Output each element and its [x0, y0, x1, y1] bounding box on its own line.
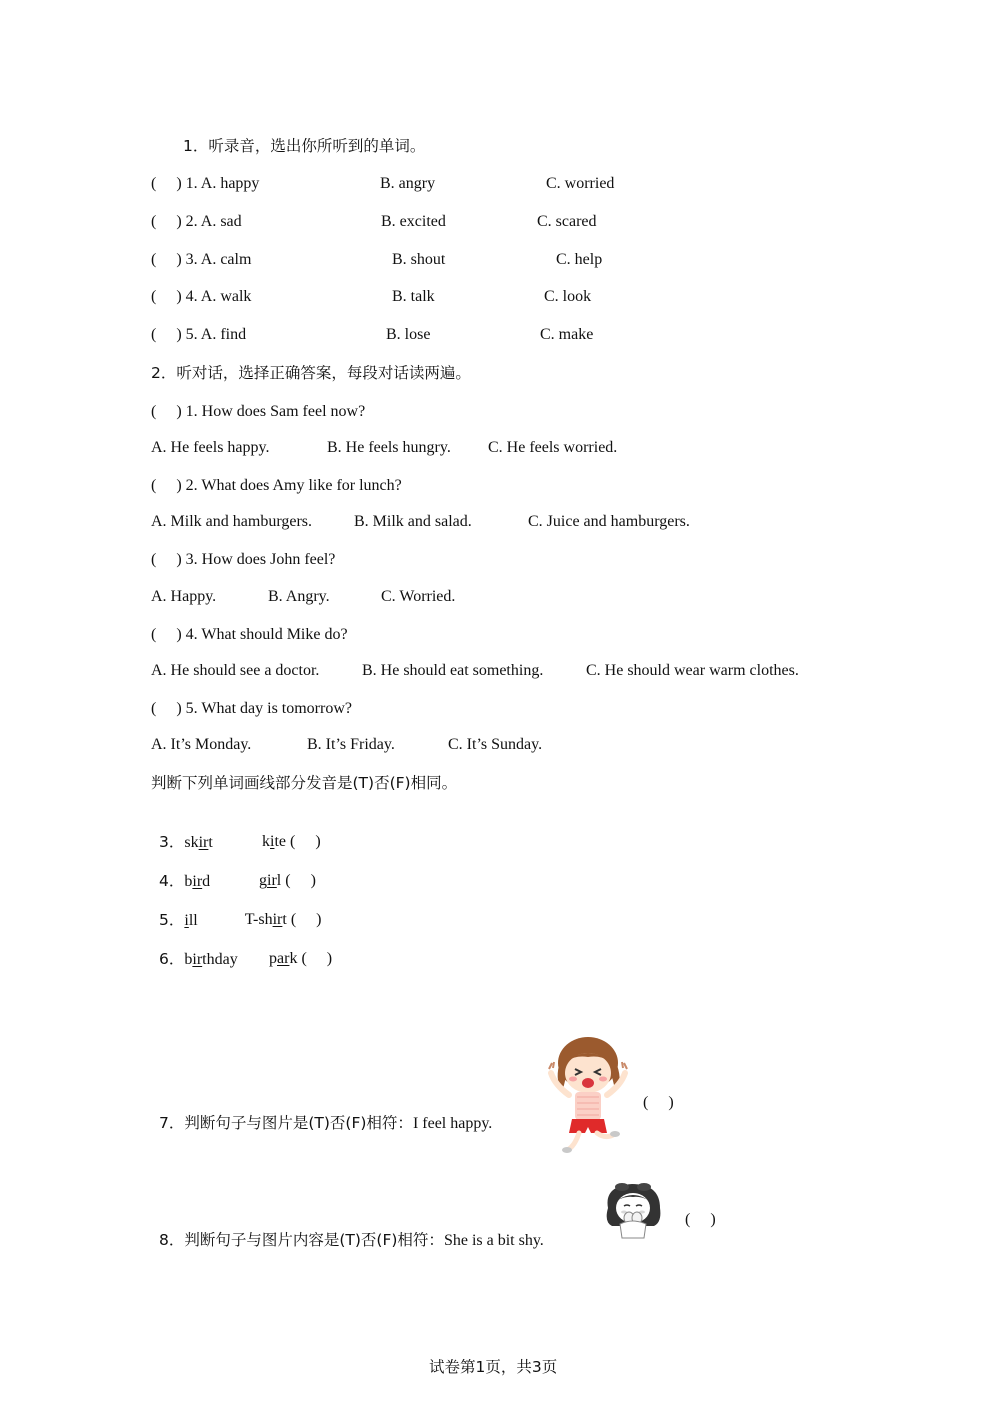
s3-q3-answer-blank[interactable]: ( )	[286, 833, 321, 850]
s3-q4-answer-blank[interactable]: ( )	[281, 872, 316, 889]
s3-q3-w1-pre: sk	[184, 834, 199, 851]
s2-q2-c: C. Juice and hamburgers.	[528, 513, 690, 530]
s3-q3	[151, 812, 213, 853]
s2-q4-a: A. He should see a doctor.	[151, 662, 320, 679]
s3-q4-num: 4．	[159, 872, 185, 890]
s2-q2-a: A. Milk and hamburgers.	[151, 513, 313, 530]
s3-q4-w1-post: d	[202, 873, 211, 890]
s2-q1: ( ) 1. How does Sam feel now?	[151, 403, 366, 420]
s3-q5-answer-blank[interactable]: ( )	[286, 911, 322, 928]
section2-header: 2．听对话，选择正确答案，每段对话读两遍。	[151, 364, 471, 382]
s3-q5-word2	[237, 890, 321, 930]
s3-q3-num: 3．	[159, 833, 185, 851]
s2-q5-a: A. It’s Monday.	[151, 736, 252, 753]
s2-q3: ( ) 3. How does John feel?	[151, 551, 336, 568]
s3-q6-w2-pre: p	[269, 950, 277, 967]
q8-sentence: She is a bit shy.	[443, 1232, 544, 1249]
s1-item4: ( ) 4. A. walk	[151, 288, 252, 305]
s3-q5-w2-underlined: ir	[272, 911, 283, 928]
s3-q6-w2-underlined: ar	[277, 950, 290, 967]
s1-item1-b: B. angry	[380, 175, 436, 192]
section1-header: 1．听录音，选出你所听到的单词。	[183, 137, 426, 155]
s3-q5-w1-post: ll	[188, 912, 198, 929]
s1-item3-c: C. help	[556, 251, 603, 268]
s1-item5: ( ) 5. A. find	[151, 326, 247, 343]
s2-q5-c: C. It’s Sunday.	[448, 736, 543, 753]
s1-item5-b: B. lose	[386, 326, 431, 343]
page-footer: 试卷第1页，共3页	[429, 1358, 558, 1376]
q7-line	[151, 1093, 492, 1134]
s2-q5: ( ) 5. What day is tomorrow?	[151, 700, 352, 717]
s3-q4-w1-underlined: ir	[192, 873, 203, 890]
q8-label: 8．判断句子与图片内容是(T)否(F)相符：	[159, 1231, 444, 1249]
q8-answer-blank[interactable]: ( )	[685, 1211, 716, 1228]
s2-q2-b: B. Milk and salad.	[354, 513, 472, 530]
s3-q4-w1-pre: b	[184, 873, 193, 890]
s1-item2-b: B. excited	[381, 213, 446, 230]
s1-item2-c: C. scared	[537, 213, 597, 230]
q8-line	[151, 1210, 544, 1251]
s3-q5	[151, 890, 198, 931]
s3-q3-w2-pre: k	[262, 833, 270, 850]
s2-q3-a: A. Happy.	[151, 588, 217, 605]
s2-q2: ( ) 2. What does Amy like for lunch?	[151, 477, 402, 494]
s3-q3-w1-post: t	[208, 834, 213, 851]
s1-item3: ( ) 3. A. calm	[151, 251, 252, 268]
s3-q3-w1-underlined: ir	[198, 834, 209, 851]
s1-item4-b: B. talk	[392, 288, 435, 305]
s3-q5-num: 5．	[159, 911, 185, 929]
s3-q6-w1-post: thday	[202, 951, 238, 968]
s1-item4-c: C. look	[544, 288, 592, 305]
s3-q6-w2-post: k	[289, 950, 298, 967]
shy-girl-illustration	[598, 1178, 668, 1240]
happy-girl-illustration	[545, 1035, 635, 1155]
s2-q1-b: B. He feels hungry.	[327, 439, 451, 456]
s1-item1-c: C. worried	[546, 175, 615, 192]
s1-item5-c: C. make	[540, 326, 594, 343]
s3-q6-num: 6．	[159, 950, 185, 968]
section3-header: 判断下列单词画线部分发音是(T)否(F)相同。	[151, 774, 458, 792]
s3-q3-w2-underlined: i	[270, 833, 275, 850]
s3-q5-w1-underlined: i	[184, 912, 189, 929]
s3-q4-w2-post: l	[276, 872, 282, 889]
s2-q5-b: B. It’s Friday.	[307, 736, 395, 753]
s1-item3-b: B. shout	[392, 251, 446, 268]
s2-q3-b: B. Angry.	[268, 588, 330, 605]
s2-q3-c: C. Worried.	[381, 588, 456, 605]
s3-q3-w2-post: te	[274, 833, 286, 850]
s2-q4: ( ) 4. What should Mike do?	[151, 626, 348, 643]
s3-q6-w1-pre: b	[184, 951, 193, 968]
s3-q4-w2-underlined: ir	[267, 872, 277, 889]
s1-item1: ( ) 1. A. happy	[151, 175, 260, 192]
s2-q4-c: C. He should wear warm clothes.	[586, 662, 799, 679]
s3-q5-w2-pre: T-sh	[244, 911, 273, 928]
s3-q6	[151, 929, 238, 970]
s3-q6-word2	[261, 929, 332, 969]
q7-sentence: I feel happy.	[412, 1115, 493, 1132]
s3-q4-word2	[251, 851, 316, 891]
s3-q4-w2-pre: g	[259, 872, 267, 889]
q7-answer-blank[interactable]: ( )	[643, 1094, 674, 1111]
q7-label: 7．判断句子与图片是(T)否(F)相符：	[159, 1114, 413, 1132]
s3-q4	[151, 851, 210, 892]
s1-item2: ( ) 2. A. sad	[151, 213, 242, 230]
s3-q6-w1-underlined: ir	[192, 951, 203, 968]
s3-q6-answer-blank[interactable]: ( )	[297, 950, 333, 967]
s3-q5-w2-post: t	[282, 911, 287, 928]
s2-q1-c: C. He feels worried.	[488, 439, 618, 456]
s2-q1-a: A. He feels happy.	[151, 439, 270, 456]
s2-q4-b: B. He should eat something.	[362, 662, 544, 679]
s3-q3-word2	[254, 812, 321, 852]
